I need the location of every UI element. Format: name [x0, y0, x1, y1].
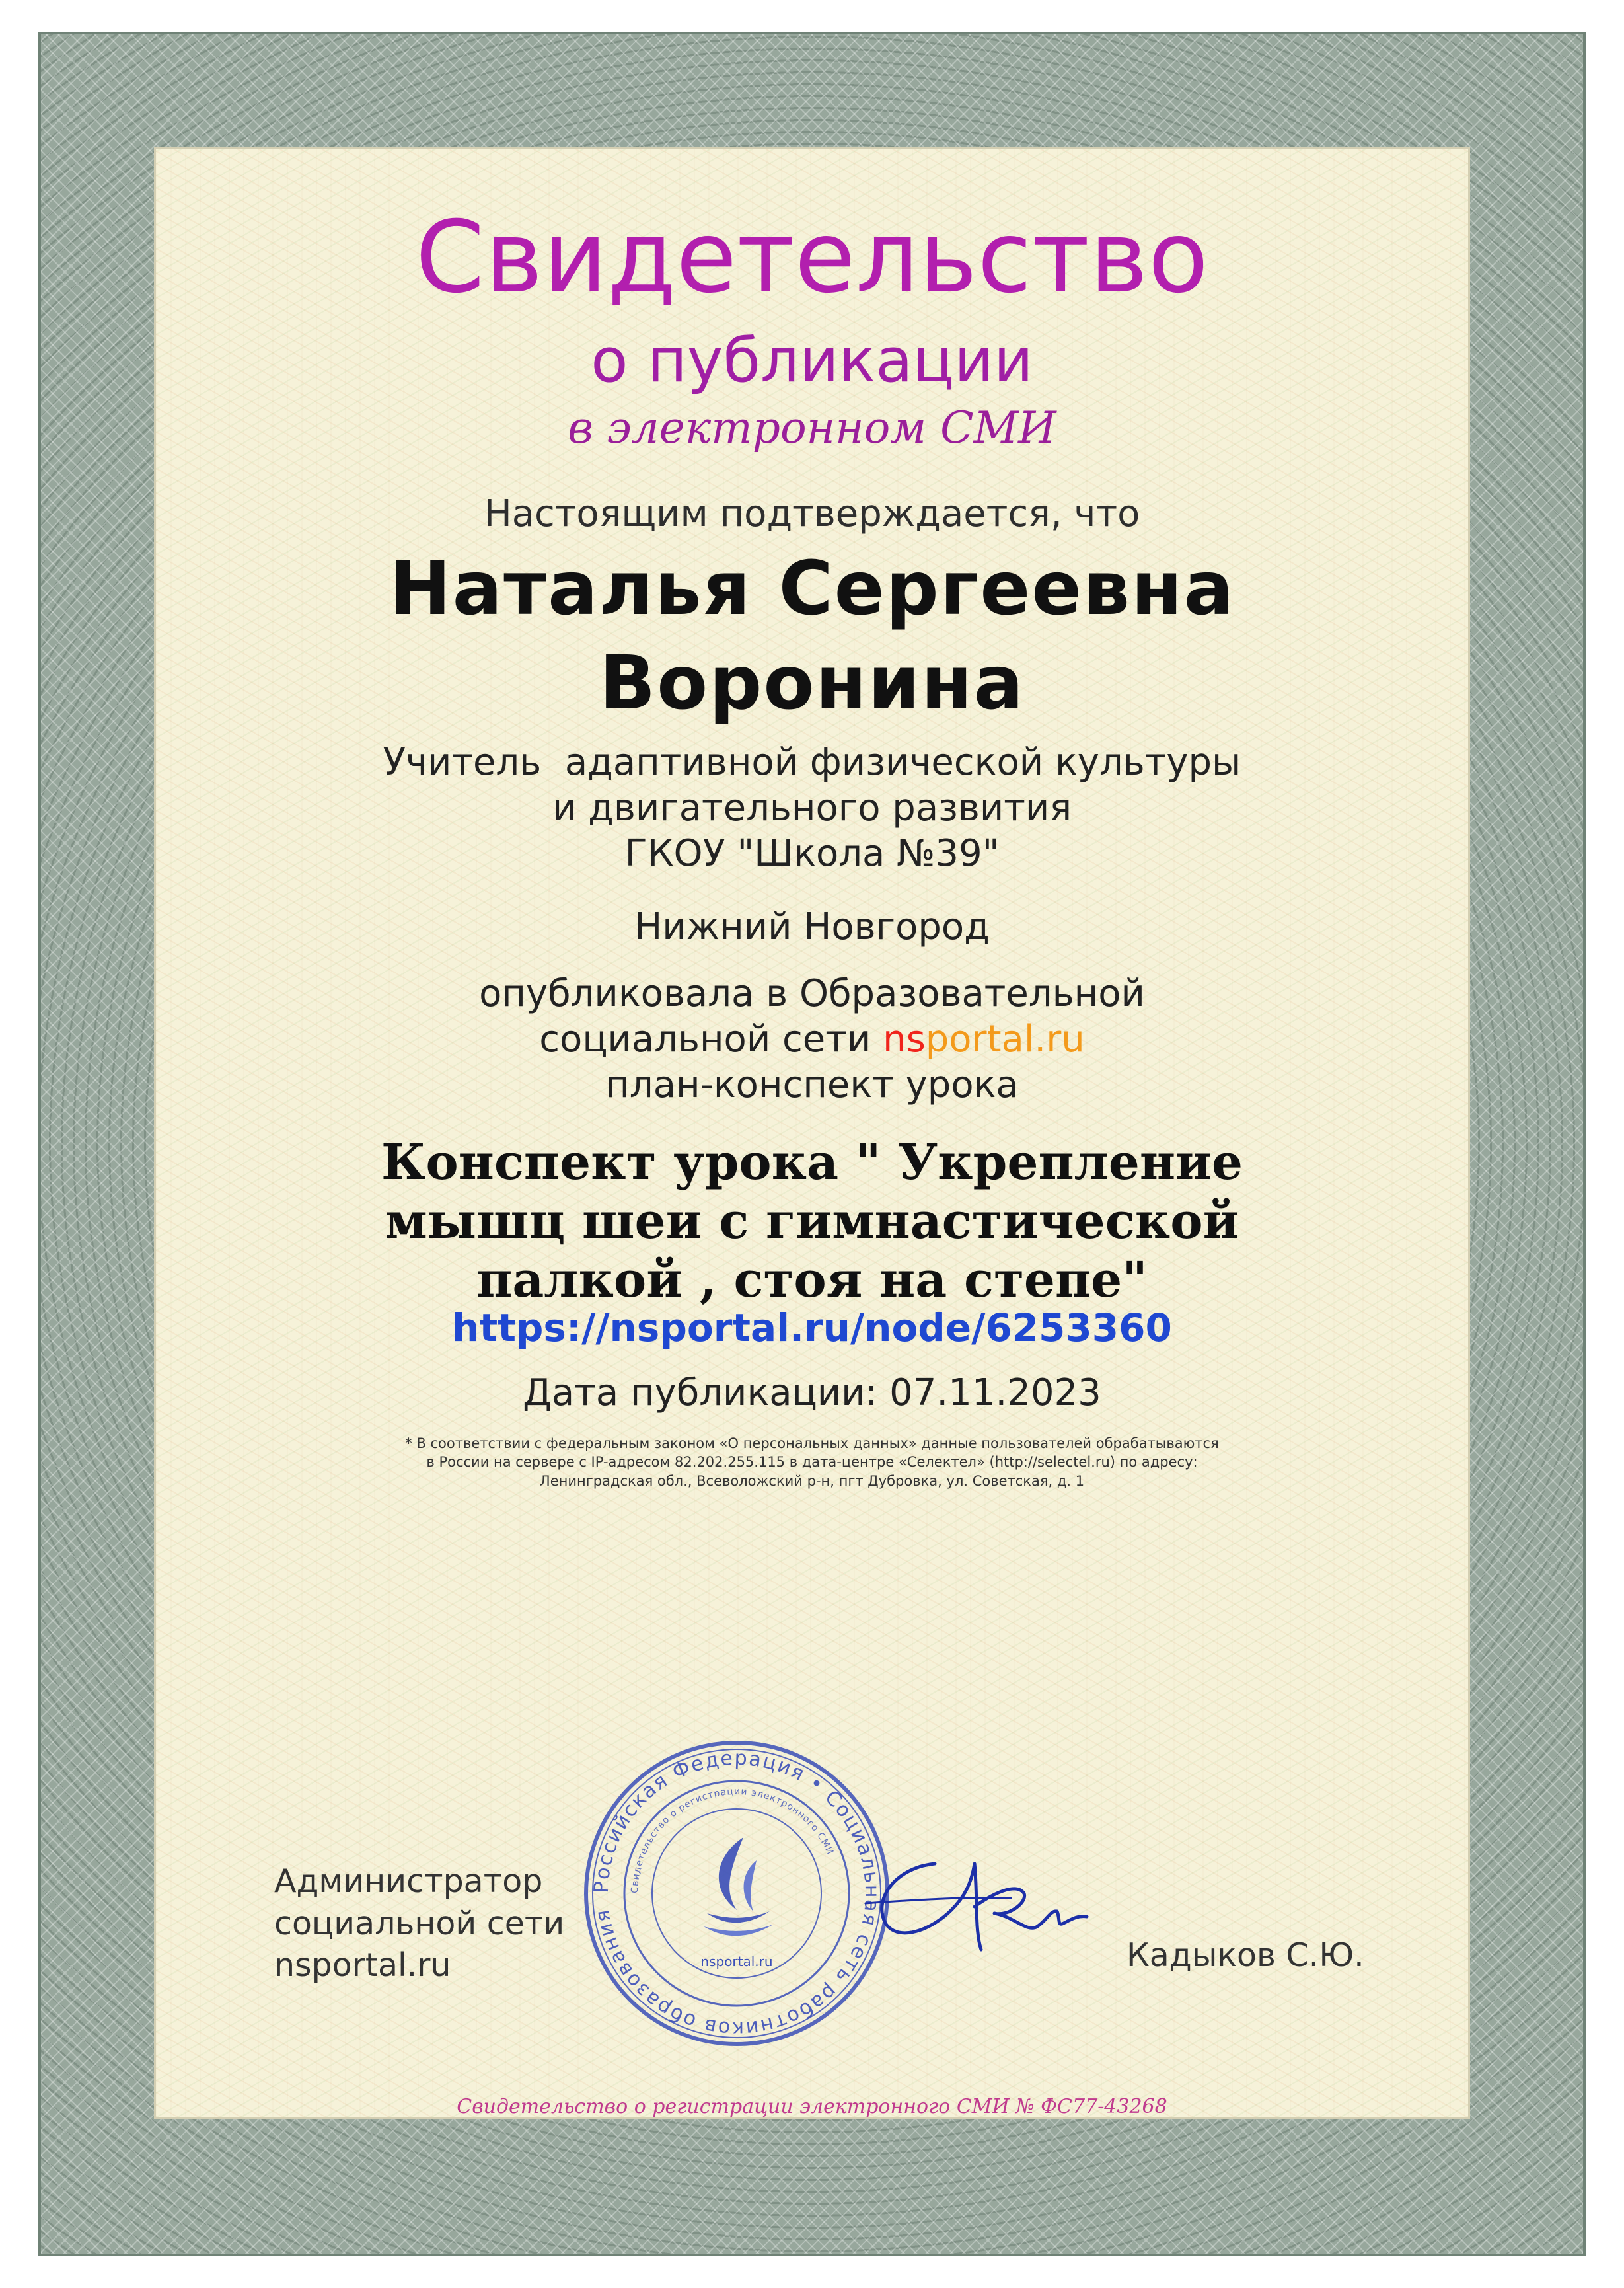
legal-note-line1: * В соответствии с федеральным законом «О персональных данных» данные пользователей обрабатываются [405, 1435, 1219, 1451]
admin-line3: nsportal.ru [274, 1946, 451, 1985]
work-title-line1: Конспект урока " Укрепление [381, 1134, 1243, 1191]
publication-date: Дата публикации: 07.11.2023 [523, 1371, 1101, 1414]
recipient-name-line2: Воронина [599, 640, 1025, 727]
work-title-line2: мышц шеи с гимнастической [385, 1192, 1239, 1250]
certificate-subtitle-media: в электронном СМИ [568, 402, 1056, 453]
recipient-position [156, 740, 1468, 877]
legal-note-line3: Ленинградская обл., Всеволожский р-н, пгт Дубровка, ул. Советская, д. 1 [539, 1472, 1085, 1489]
position-line3: ГКОУ "Школа №39" [624, 831, 1000, 875]
seal-center-label: nsportal.ru [700, 1954, 773, 1969]
position-line1: Учитель адаптивной физической культуры [383, 741, 1241, 784]
seal-inner-text: Свидетельство о регистрации электронного СМИ [629, 1786, 836, 1894]
certificate-subtitle: о публикации [591, 325, 1033, 396]
admin-line1: Администратор [274, 1862, 543, 1900]
recipient-name [156, 542, 1468, 732]
published-line1: опубликовала в Образовательной [479, 972, 1145, 1015]
work-title [156, 1133, 1468, 1309]
published-text [156, 972, 1468, 1108]
publication-link[interactable]: https://nsportal.ru/node/6253360 [452, 1305, 1172, 1350]
legal-note [156, 1434, 1468, 1490]
position-line2: и двигательного развития [552, 786, 1072, 829]
legal-note-line2: в России на сервере с IP-адресом 82.202.255.115 в дата-центре «Селектел» (http://selectel.ru) по адресу: [426, 1454, 1198, 1470]
admin-line2: социальной сети [274, 1904, 565, 1942]
confirm-text: Настоящим подтверждается, что [484, 492, 1140, 535]
signer-name: Кадыков С.Ю. [1126, 1936, 1364, 1974]
recipient-name-line1: Наталья Сергеевна [388, 546, 1236, 632]
published-line2-prefix: социальной сети [539, 1017, 883, 1061]
certificate-title: Свидетельство [415, 200, 1209, 315]
flame-logo-icon [704, 1837, 773, 1936]
work-title-line3: палкой , стоя на степе" [476, 1251, 1148, 1309]
site-name-part2: portal.ru [925, 1017, 1085, 1061]
registration-note: Свидетельство о регистрации электронного СМИ № ФС77-43268 [457, 2095, 1167, 2118]
recipient-city: Нижний Новгород [634, 905, 990, 948]
site-name-part1: ns [883, 1017, 926, 1061]
signature-image [859, 1837, 1123, 1969]
published-line3: план-конспект урока [605, 1063, 1019, 1106]
svg-text:Свидетельство о регистрации эл [630, 1786, 836, 1893]
administrator-label [274, 1860, 564, 1987]
seal-stamp [581, 1738, 892, 2049]
published-line2 [156, 1017, 1468, 1063]
seal-outer-text: Российская Федерация • Социальная сеть работников образования [589, 1746, 884, 2041]
